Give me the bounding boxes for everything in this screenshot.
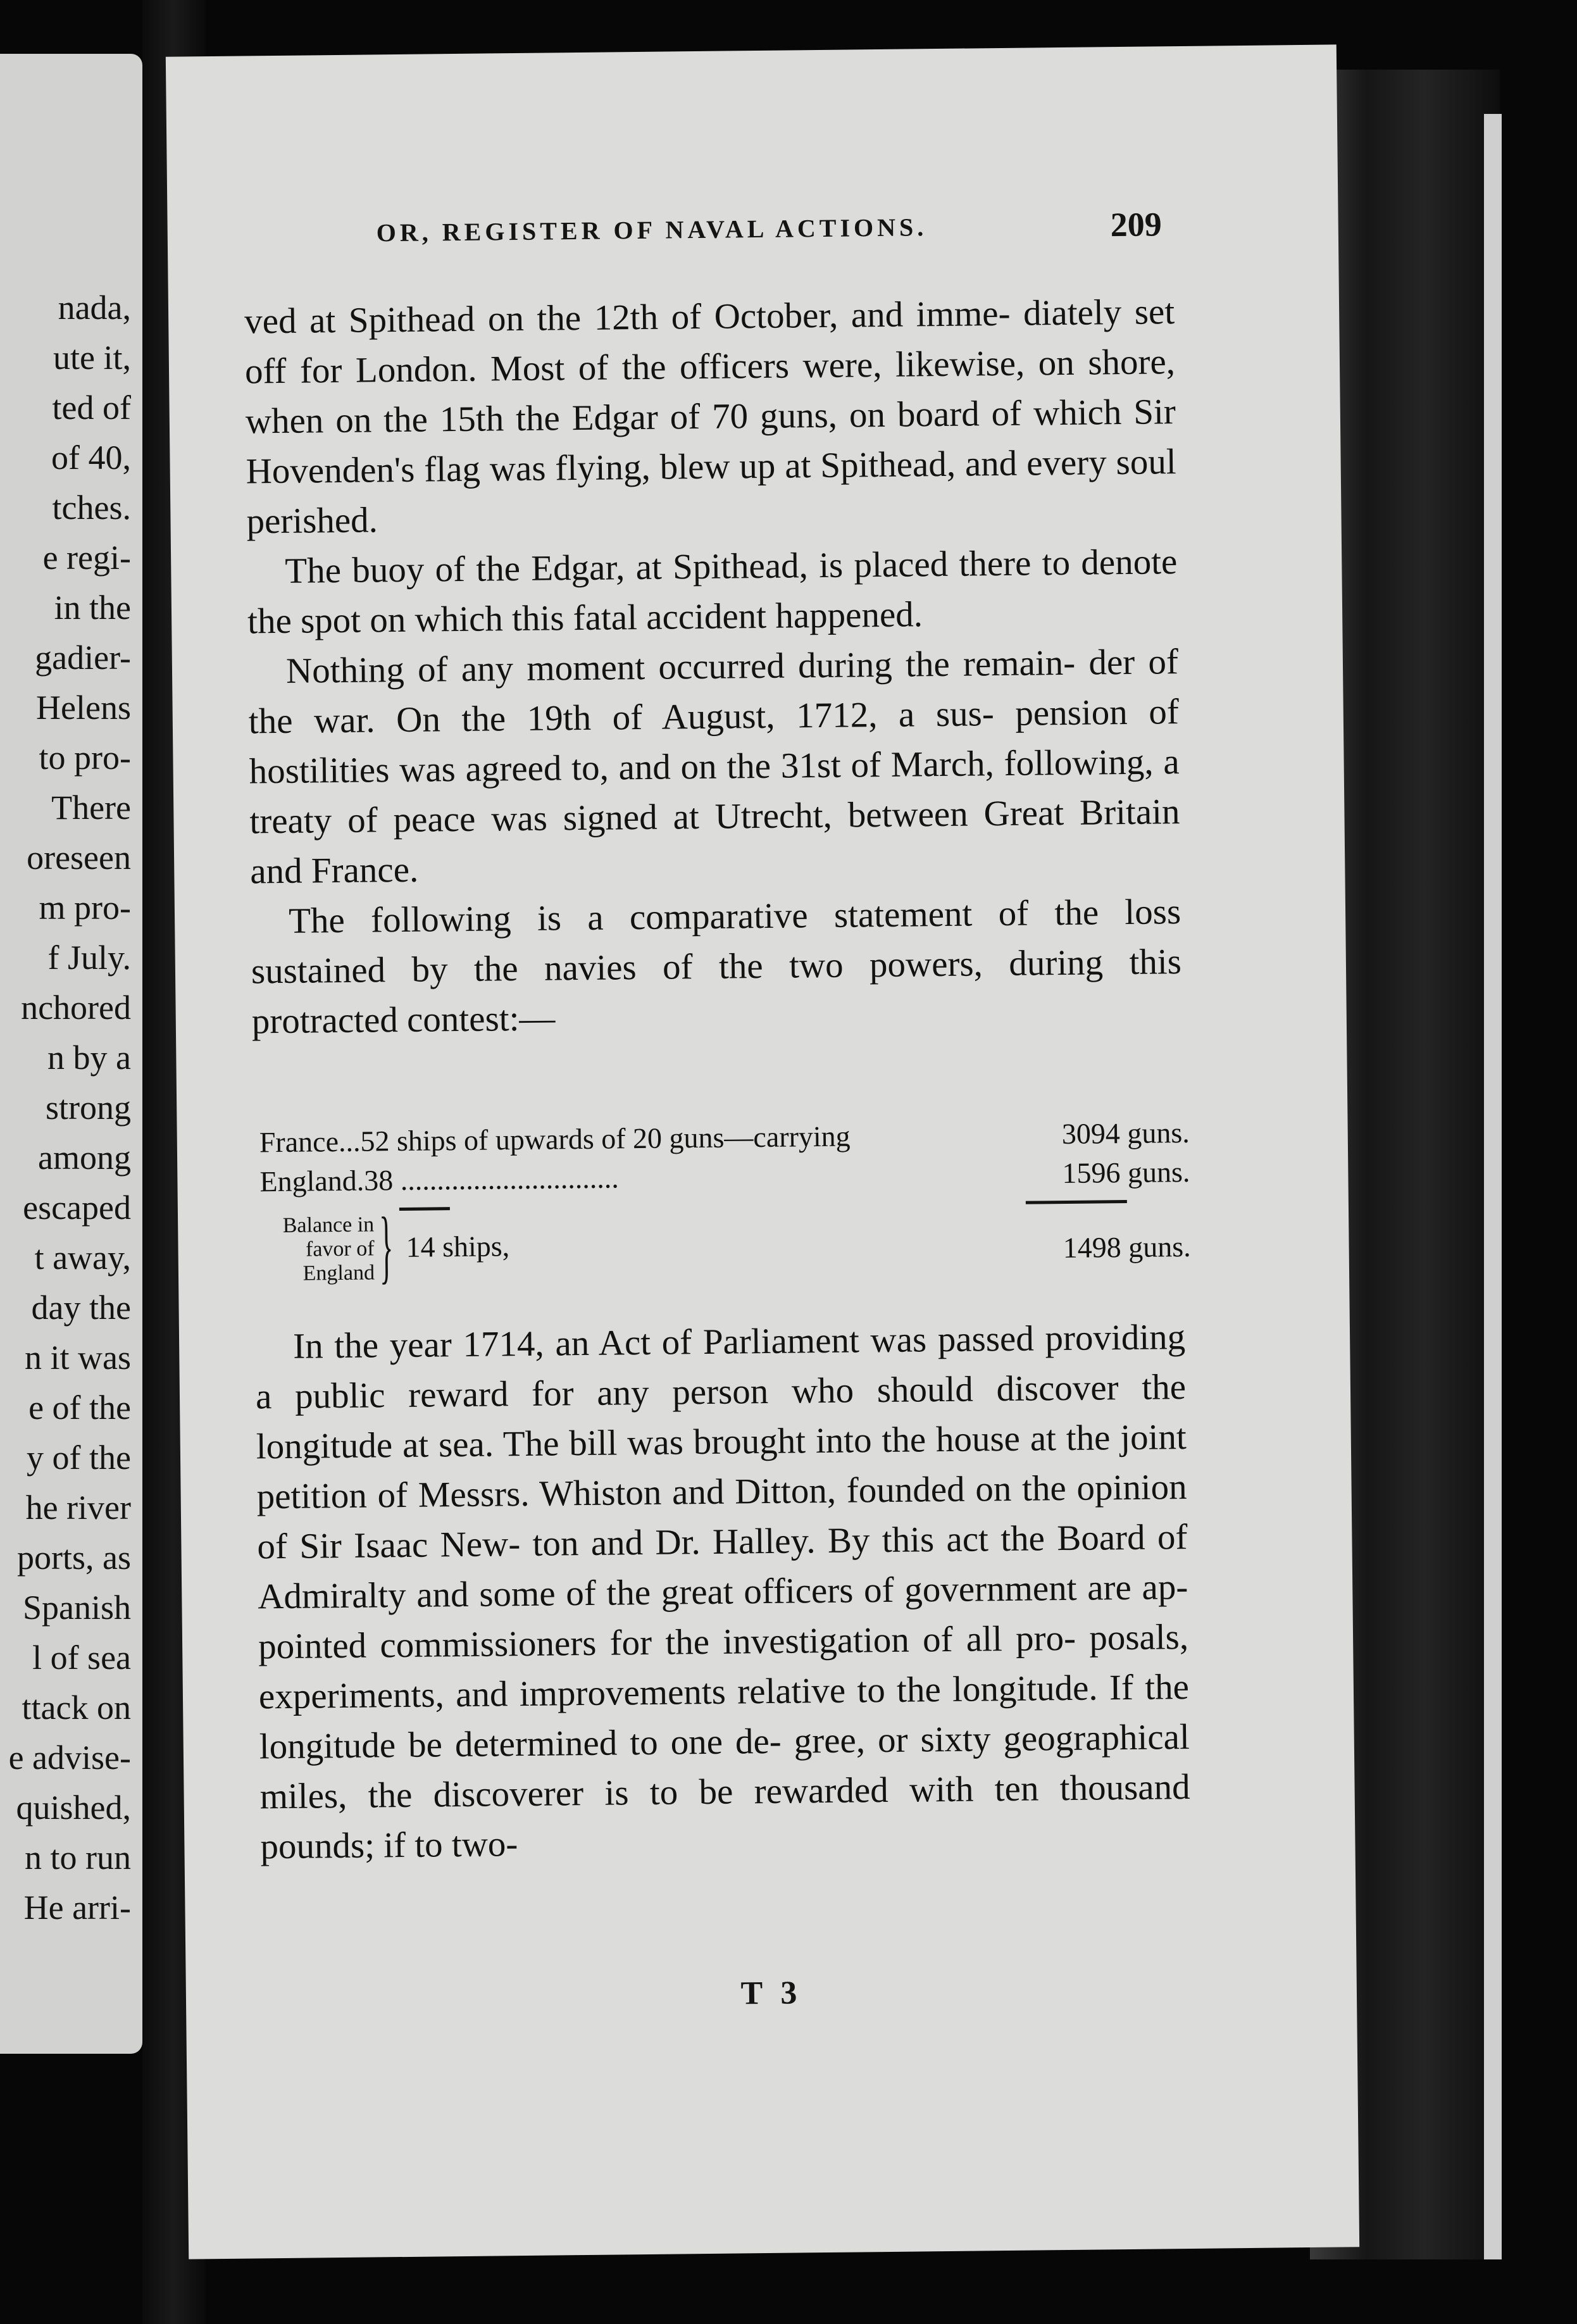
body-text-bottom — [255, 1312, 1191, 1871]
previous-page-line: of 40, — [51, 439, 131, 477]
paragraph-3: Nothing of any moment occurred during the remain- der of the war. On the 19th of August, 1712, a sus- pension of hostilities was agreed to, and on the 31st of March, following, a treaty of peace was signed at Utrecht, between Great Britain and France. — [248, 642, 1180, 892]
body-text-top — [244, 287, 1182, 1046]
previous-page-line: gadier- — [35, 639, 131, 677]
previous-page-line: Helens — [36, 689, 131, 727]
previous-page-line: n to run — [25, 1839, 131, 1877]
previous-page-line: ute it, — [53, 339, 131, 377]
balance-guns: 1498 guns. — [1063, 1230, 1191, 1265]
previous-page-line: n by a — [47, 1039, 131, 1077]
previous-page-line: e regi- — [42, 539, 131, 577]
previous-page-line: among — [38, 1139, 131, 1177]
previous-page-line: oreseen — [27, 839, 131, 877]
brace-icon: } — [378, 1201, 394, 1292]
previous-page-line: in the — [54, 589, 131, 627]
page-header — [168, 205, 1338, 247]
france-label: France...52 ships of upwards of 20 guns—carrying — [259, 1120, 851, 1159]
previous-page-line: f July. — [47, 939, 131, 977]
guns-total-rule — [1026, 1200, 1127, 1204]
balance-ships: 14 ships, — [406, 1230, 510, 1263]
previous-page-line: Spanish — [22, 1589, 131, 1627]
previous-page-line: m pro- — [39, 889, 131, 927]
previous-page-line: strong — [46, 1089, 131, 1127]
paragraph-5: In the year 1714, an Act of Parliament was passed providing a public reward for any person who should discover the longitude at sea. The bill was brought into the house at the joint petition of Messrs. Whiston and Ditton, founded on the opinion of Sir Isaac New- ton and Dr. Halley. By this act the Board of Admiralty and some of the great officers of government are ap- pointed commissioners for the investigation of all pro- posals, experiments, and improvements relative to the longitude. If the longitude be determined to one de- gree, or sixty geographical miles, the discoverer is to be rewarded with ten thousand pounds; if to two- — [255, 1317, 1190, 1867]
previous-page-line: escaped — [23, 1189, 131, 1227]
previous-page-line: quished, — [16, 1789, 131, 1827]
paragraph-4: The following is a comparative statement of the loss sustained by the navies of the two powers, during this protracted contest:— — [251, 892, 1182, 1042]
previous-page-line: n it was — [25, 1339, 131, 1377]
previous-page-line: y of the — [27, 1439, 131, 1477]
previous-page-line: ted of — [52, 389, 131, 427]
paragraph-1: ved at Spithead on the 12th of October, and imme- diately set off for London. Most of the officers were, likewise, on shore, when on the 15th the Edgar of 70 guns, on board of which Sir Hovenden's flag was flying, blew up at Spithead, and every soul perished. — [244, 292, 1176, 542]
previous-page-line: tches. — [52, 489, 131, 527]
paragraph-2: The buoy of the Edgar, at Spithead, is placed there to denote the spot on which this fatal accident happened. — [247, 542, 1178, 642]
previous-page-line: day the — [31, 1289, 131, 1327]
ships-total-rule — [399, 1207, 450, 1211]
previous-page-line: he river — [25, 1489, 131, 1527]
loss-comparison-table — [259, 1116, 1191, 1292]
previous-page-line: He arri- — [23, 1889, 131, 1927]
previous-page-line: t away, — [34, 1239, 131, 1277]
previous-page-line: nada, — [58, 289, 131, 327]
england-guns: 1596 guns. — [1062, 1155, 1190, 1190]
page-edge-highlight — [1484, 114, 1502, 2259]
previous-page-line: l of sea — [32, 1639, 131, 1677]
previous-page-line: ttack on — [22, 1689, 131, 1727]
signature-mark: T 3 — [740, 1975, 802, 2012]
france-guns: 3094 guns. — [1061, 1116, 1190, 1151]
previous-page-line: to pro- — [39, 739, 131, 777]
previous-page-line: nchored — [21, 989, 131, 1027]
previous-page-line: e advise- — [8, 1739, 131, 1777]
previous-page-line: ports, as — [17, 1539, 131, 1577]
previous-page-line: There — [51, 789, 131, 827]
balance-label: Balance in favor of England — [282, 1213, 375, 1285]
previous-page — [0, 54, 142, 2054]
running-title: OR, REGISTER OF NAVAL ACTIONS. — [376, 213, 928, 247]
book-page — [166, 44, 1359, 2259]
page-number: 209 — [1110, 205, 1162, 244]
previous-page-line: e of the — [28, 1389, 131, 1427]
england-label: England.38 .............................. — [259, 1161, 619, 1198]
